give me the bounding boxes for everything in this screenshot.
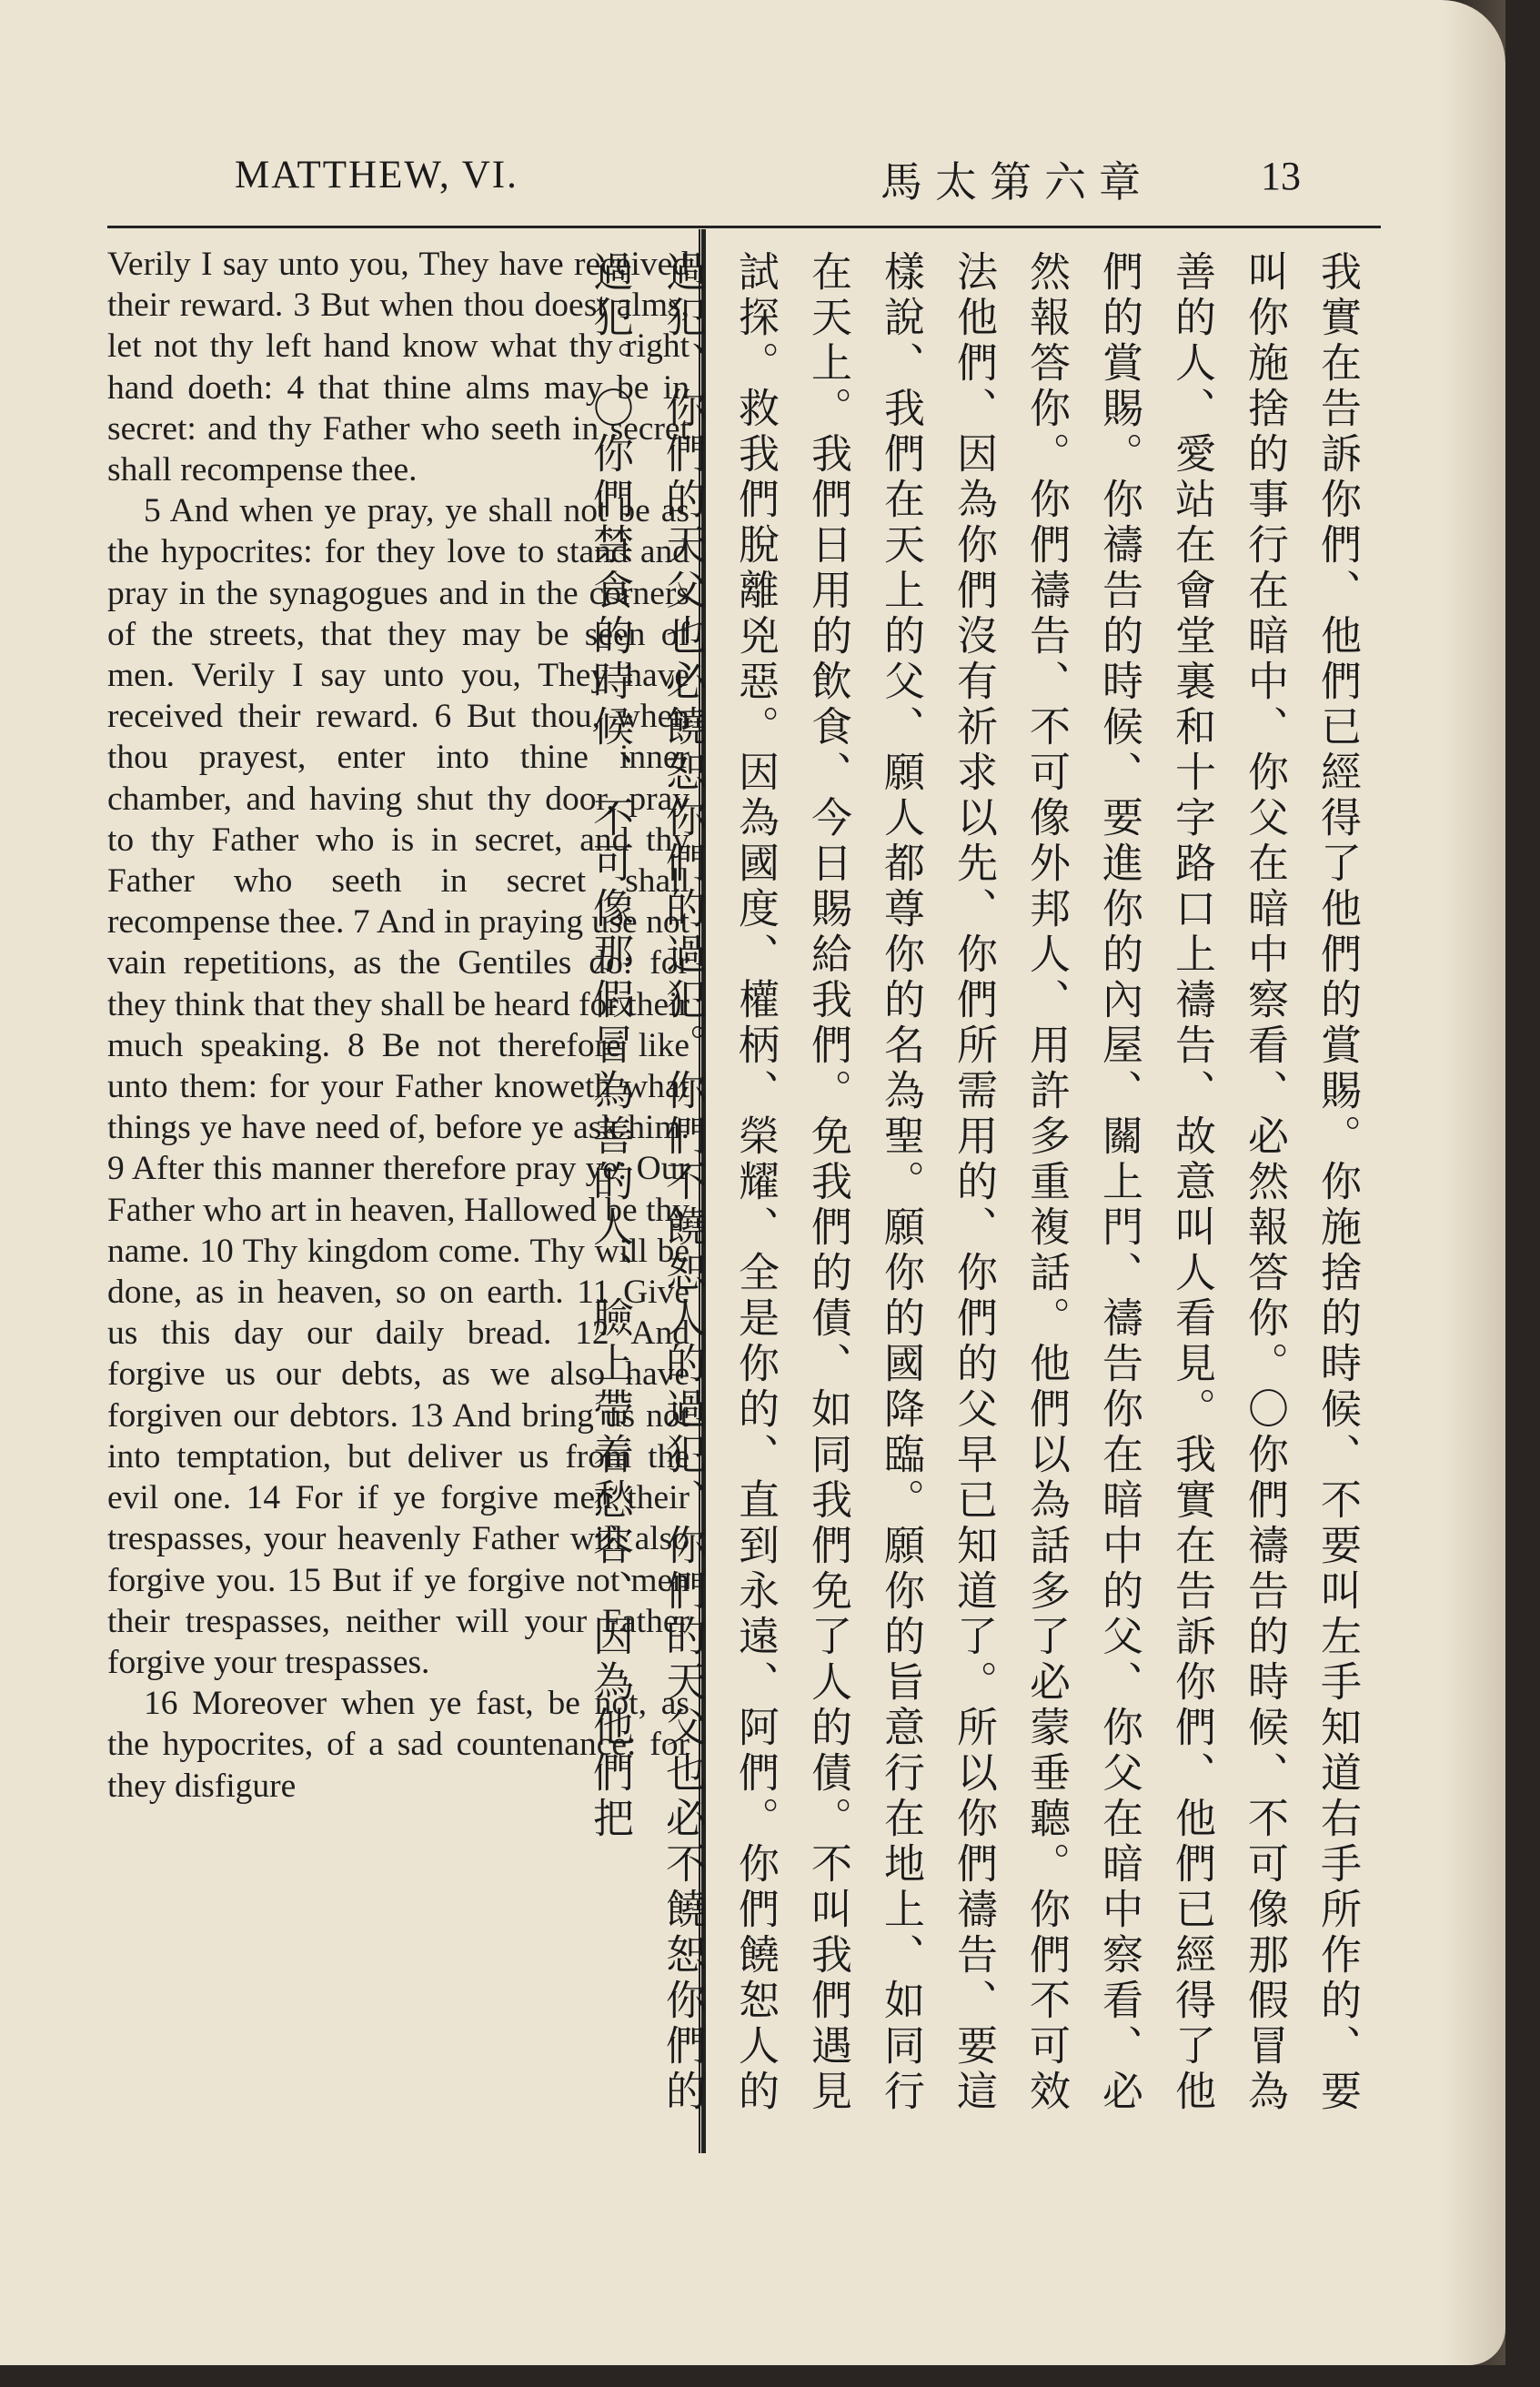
english-running-title: MATTHEW, VI. [235, 154, 518, 196]
chinese-column [586, 250, 1374, 2142]
english-paragraph-2: 5 And when ye pray, ye shall not be as the hypocrites: for they love to stand and pray in the synagogues and in the corners of the streets, that they may be seen of men. Verily I say unto you, They have received their reward. 6 But thou, when thou prayest, enter into thine inner chamber, and having shut thy door, pray to thy Father who is in secret, and thy Father who seeth in secret shall recompense thee. 7 And in praying use not vain repetitions, as the Gentiles do: for they think that they shall be heard for their much speaking. 8 Be not therefore like unto them: for your Father knoweth what things ye have need of, before ye ask him. 9 After this manner therefore pray ye: Our Father who art in heaven, Hallowed be thy name. 10 Thy kingdom come. Thy will be done, as in heaven, so on earth. 11 Give us this day our daily bread. 12 And forgive us our debts, as we also have forgiven our debtors. 13 And bring us not into temptation, but deliver us from the evil one. 14 For if ye forgive men their trespasses, your heavenly Father will also forgive you. 15 But if ye forgive not men their trespasses, neither will your Father forgive your trespasses. [107, 492, 689, 1681]
header-rule [107, 226, 1381, 228]
english-paragraph-3: 16 Moreover when ye fast, be not, as the hypocrites, of a sad countenance: for they disfigure [107, 1685, 689, 1805]
english-paragraph-1: Verily I say unto you, They have received their reward. 3 But when thou doest alms, let not thy left hand know what thy right hand doeth: 4 that thine alms may be in secret: and thy Father who seeth in secret shall recompense thee. [107, 246, 689, 489]
page-number: 13 [1261, 154, 1301, 198]
page-header [107, 153, 1308, 207]
chinese-running-title: 馬太第六章 [881, 157, 1153, 206]
chinese-text: 我實在告訴你們、他們已經得了他們的賞賜。你施捨的時候、不要叫左手知道右手所作的、要叫你施捨的事行在暗中、你父在暗中察看、必然報答你。〇你們禱告的時候、不可像那假冒為善的人、愛站在會堂裏和十字路口上禱告、故意叫人看見。我實在告訴你們、他們已經得了他們的賞賜。你禱告的時候、要進你的內屋、關上門、禱告你在暗中的父、你父在暗中察看、必然報答你。你們禱告、不可像外邦人、用許多重複話。他們以為話多了必蒙垂聽。你們不可效法他們、因為你們沒有祈求以先、你們所需用的、你們的父早已知道了。所以你們禱告、要這樣說、我們在天上的父、願人都尊你的名為聖。願你的國降臨。願你的旨意行在地上、如同行在天上。我們日用的飲食、今日賜給我們。免我們的債、如同我們免了人的債。不叫我們遇見試探。救我們脫離兇惡。因為國度、權柄、榮耀、全是你的、直到永遠、阿們。你們饒恕人的過犯、你們的天父也必饒恕你們的過犯。你們不饒恕人的過犯、你們的天父也必不饒恕你們的過犯。〇你們禁食的時候、不可像那假冒為善的人、臉上帶着愁容、因為他們把 [586, 250, 1362, 2115]
